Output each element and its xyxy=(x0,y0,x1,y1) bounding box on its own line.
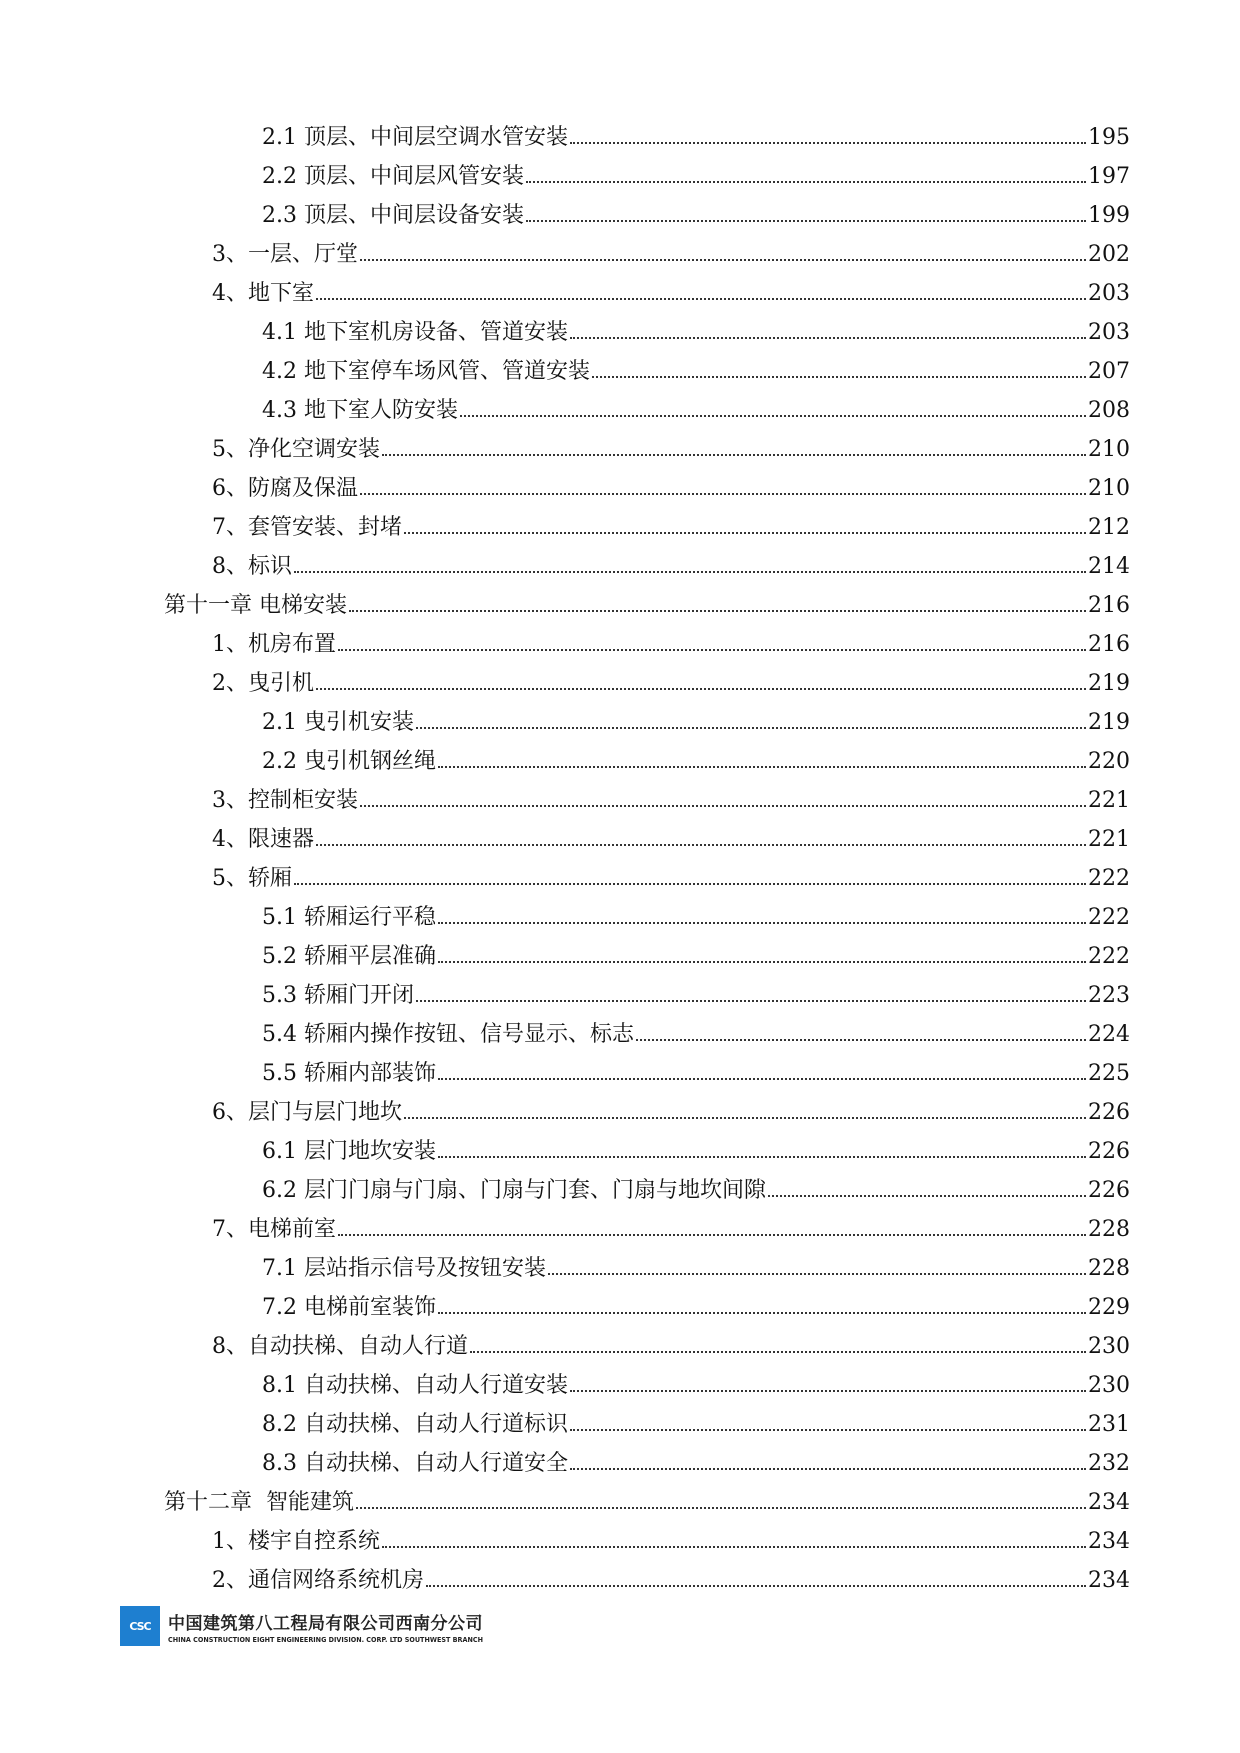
toc-entry[interactable] xyxy=(0,118,1240,157)
toc-entry-title: 2、曳引机 xyxy=(212,671,314,696)
dot-leader xyxy=(338,649,1086,651)
toc-entry[interactable] xyxy=(0,430,1240,469)
toc-entry-page: 216 xyxy=(1088,593,1130,618)
dot-leader xyxy=(382,1546,1086,1548)
toc-entry-title: 6、层门与层门地坎 xyxy=(212,1100,402,1125)
toc-entry-page: 228 xyxy=(1088,1256,1130,1281)
toc-entry[interactable] xyxy=(0,469,1240,508)
dot-leader xyxy=(316,844,1086,846)
dot-leader xyxy=(438,1078,1086,1080)
toc-entry-page: 214 xyxy=(1088,554,1130,579)
toc-entry-page: 210 xyxy=(1088,437,1130,462)
toc-entry-page: 234 xyxy=(1088,1529,1130,1554)
dot-leader xyxy=(636,1039,1086,1041)
toc-entry-title: 2.1 顶层、中间层空调水管安装 xyxy=(262,125,568,150)
toc-entry-page: 199 xyxy=(1088,203,1130,228)
toc-entry-page: 228 xyxy=(1088,1217,1130,1242)
dot-leader xyxy=(382,454,1086,456)
toc-entry-page: 223 xyxy=(1088,983,1130,1008)
toc-entry-title: 8.1 自动扶梯、自动人行道安装 xyxy=(262,1373,568,1398)
toc-entry[interactable] xyxy=(0,781,1240,820)
toc-entry[interactable] xyxy=(0,1132,1240,1171)
toc-entry-title: 2.1 曳引机安装 xyxy=(262,710,414,735)
toc-entry[interactable] xyxy=(0,703,1240,742)
toc-entry-page: 210 xyxy=(1088,476,1130,501)
toc-entry[interactable] xyxy=(0,820,1240,859)
toc-entry-title: 5、轿厢 xyxy=(212,866,292,891)
toc-entry-page: 234 xyxy=(1088,1490,1130,1515)
toc-entry-page: 203 xyxy=(1088,320,1130,345)
toc-entry[interactable] xyxy=(0,859,1240,898)
toc-entry-title: 2.3 顶层、中间层设备安装 xyxy=(262,203,524,228)
toc-entry[interactable] xyxy=(0,1405,1240,1444)
toc-entry[interactable] xyxy=(0,742,1240,781)
toc-entry-page: 230 xyxy=(1088,1334,1130,1359)
toc-entry-page: 224 xyxy=(1088,1022,1130,1047)
toc-entry[interactable] xyxy=(0,625,1240,664)
dot-leader xyxy=(349,610,1086,612)
dot-leader xyxy=(526,181,1086,183)
toc-entry-page: 222 xyxy=(1088,944,1130,969)
toc-entry-title: 3、一层、厅堂 xyxy=(212,242,358,267)
dot-leader xyxy=(416,727,1086,729)
dot-leader xyxy=(460,415,1086,417)
toc-entry-page: 219 xyxy=(1088,710,1130,735)
dot-leader xyxy=(570,1468,1086,1470)
toc-entry-title: 5.1 轿厢运行平稳 xyxy=(262,905,436,930)
toc-entry[interactable] xyxy=(0,976,1240,1015)
toc-entry-title: 6.1 层门地坎安装 xyxy=(262,1139,436,1164)
toc-entry-page: 202 xyxy=(1088,242,1130,267)
dot-leader xyxy=(338,1234,1086,1236)
toc-entry[interactable] xyxy=(0,352,1240,391)
toc-entry[interactable] xyxy=(0,1054,1240,1093)
toc-entry-page: 208 xyxy=(1088,398,1130,423)
toc-entry-page: 225 xyxy=(1088,1061,1130,1086)
dot-leader xyxy=(570,1390,1086,1392)
dot-leader xyxy=(570,1429,1086,1431)
dot-leader xyxy=(316,298,1086,300)
dot-leader xyxy=(768,1195,1086,1197)
toc-entry-title: 7.2 电梯前室装饰 xyxy=(262,1295,436,1320)
dot-leader xyxy=(360,805,1086,807)
footer xyxy=(120,1606,510,1646)
dot-leader xyxy=(526,220,1086,222)
toc-entry[interactable] xyxy=(0,1483,1240,1522)
toc-entry[interactable] xyxy=(0,664,1240,703)
toc-entry-page: 221 xyxy=(1088,788,1130,813)
toc-entry-page: 231 xyxy=(1088,1412,1130,1437)
dot-leader xyxy=(360,259,1086,261)
toc-entry-title: 第十一章 电梯安装 xyxy=(164,593,347,618)
toc-entry[interactable] xyxy=(0,1288,1240,1327)
toc-entry-title: 4、地下室 xyxy=(212,281,314,306)
dot-leader xyxy=(294,883,1086,885)
toc-entry-page: 203 xyxy=(1088,281,1130,306)
toc-entry[interactable] xyxy=(0,274,1240,313)
toc-entry-title: 第十二章 智能建筑 xyxy=(164,1490,354,1515)
toc-entry-title: 5.2 轿厢平层准确 xyxy=(262,944,436,969)
toc-entry-page: 226 xyxy=(1088,1178,1130,1203)
dot-leader xyxy=(356,1507,1086,1509)
dot-leader xyxy=(360,493,1086,495)
dot-leader xyxy=(570,337,1086,339)
toc-entry[interactable] xyxy=(0,157,1240,196)
toc-entry[interactable] xyxy=(0,1015,1240,1054)
toc-entry[interactable] xyxy=(0,508,1240,547)
toc-entry[interactable] xyxy=(0,547,1240,586)
toc-entry-title: 3、控制柜安装 xyxy=(212,788,358,813)
toc-entry[interactable] xyxy=(0,1561,1240,1600)
dot-leader xyxy=(570,142,1086,144)
toc-entry-page: 234 xyxy=(1088,1568,1130,1593)
toc-entry-title: 5、净化空调安装 xyxy=(212,437,380,462)
toc-entry[interactable] xyxy=(0,1327,1240,1366)
toc-entry-title: 8.3 自动扶梯、自动人行道安全 xyxy=(262,1451,568,1476)
table-of-contents xyxy=(0,118,1240,1600)
dot-leader xyxy=(404,1117,1086,1119)
toc-entry-title: 7、电梯前室 xyxy=(212,1217,336,1242)
toc-entry-title: 4.3 地下室人防安装 xyxy=(262,398,458,423)
toc-entry[interactable] xyxy=(0,1366,1240,1405)
toc-entry-title: 2.2 曳引机钢丝绳 xyxy=(262,749,436,774)
toc-entry-page: 226 xyxy=(1088,1100,1130,1125)
toc-entry-page: 220 xyxy=(1088,749,1130,774)
toc-entry[interactable] xyxy=(0,1522,1240,1561)
toc-entry-title: 2.2 顶层、中间层风管安装 xyxy=(262,164,524,189)
toc-entry-title: 5.3 轿厢门开闭 xyxy=(262,983,414,1008)
toc-entry[interactable] xyxy=(0,898,1240,937)
toc-entry-title: 1、机房布置 xyxy=(212,632,336,657)
toc-entry[interactable] xyxy=(0,1444,1240,1483)
dot-leader xyxy=(470,1351,1086,1353)
company-name-cn: 中国建筑第八工程局有限公司西南分公司 xyxy=(168,1613,483,1634)
toc-entry-title: 4.2 地下室停车场风管、管道安装 xyxy=(262,359,590,384)
toc-entry-title: 6、防腐及保温 xyxy=(212,476,358,501)
toc-entry[interactable] xyxy=(0,586,1240,625)
dot-leader xyxy=(426,1585,1086,1587)
toc-entry-page: 221 xyxy=(1088,827,1130,852)
toc-entry[interactable] xyxy=(0,937,1240,976)
toc-entry-title: 6.2 层门门扇与门扇、门扇与门套、门扇与地坎间隙 xyxy=(262,1178,766,1203)
toc-entry-title: 8.2 自动扶梯、自动人行道标识 xyxy=(262,1412,568,1437)
toc-entry-page: 222 xyxy=(1088,905,1130,930)
dot-leader xyxy=(592,376,1086,378)
toc-entry-page: 226 xyxy=(1088,1139,1130,1164)
dot-leader xyxy=(438,961,1086,963)
toc-entry-title: 4、限速器 xyxy=(212,827,314,852)
toc-entry[interactable] xyxy=(0,196,1240,235)
toc-entry-title: 5.4 轿厢内操作按钮、信号显示、标志 xyxy=(262,1022,634,1047)
toc-entry[interactable] xyxy=(0,391,1240,430)
toc-entry[interactable] xyxy=(0,1249,1240,1288)
toc-entry-title: 8、标识 xyxy=(212,554,292,579)
dot-leader xyxy=(404,532,1086,534)
toc-entry-title: 5.5 轿厢内部装饰 xyxy=(262,1061,436,1086)
dot-leader xyxy=(316,688,1086,690)
toc-entry[interactable] xyxy=(0,1210,1240,1249)
toc-entry-title: 7、套管安装、封堵 xyxy=(212,515,402,540)
dot-leader xyxy=(294,571,1086,573)
company-name-en: CHINA CONSTRUCTION EIGHT ENGINEERING DIVISION. CORP. LTD SOUTHWEST BRANCH xyxy=(168,1635,483,1644)
toc-entry-title: 1、楼宇自控系统 xyxy=(212,1529,380,1554)
toc-entry-page: 219 xyxy=(1088,671,1130,696)
dot-leader xyxy=(438,1312,1086,1314)
toc-entry-page: 216 xyxy=(1088,632,1130,657)
toc-entry-page: 197 xyxy=(1088,164,1130,189)
toc-entry-page: 195 xyxy=(1088,125,1130,150)
toc-entry-page: 222 xyxy=(1088,866,1130,891)
toc-entry-page: 207 xyxy=(1088,359,1130,384)
toc-entry[interactable] xyxy=(0,1093,1240,1132)
toc-entry-title: 8、自动扶梯、自动人行道 xyxy=(212,1334,468,1359)
dot-leader xyxy=(416,1000,1086,1002)
dot-leader xyxy=(438,922,1086,924)
toc-entry-title: 7.1 层站指示信号及按钮安装 xyxy=(262,1256,546,1281)
toc-entry[interactable] xyxy=(0,1171,1240,1210)
toc-entry-page: 212 xyxy=(1088,515,1130,540)
toc-entry[interactable] xyxy=(0,235,1240,274)
toc-entry-page: 230 xyxy=(1088,1373,1130,1398)
toc-entry[interactable] xyxy=(0,313,1240,352)
company-logo: CSC xyxy=(120,1606,160,1646)
dot-leader xyxy=(548,1273,1086,1275)
toc-entry-page: 232 xyxy=(1088,1451,1130,1476)
dot-leader xyxy=(438,1156,1086,1158)
toc-entry-title: 4.1 地下室机房设备、管道安装 xyxy=(262,320,568,345)
toc-entry-title: 2、通信网络系统机房 xyxy=(212,1568,424,1593)
toc-entry-page: 229 xyxy=(1088,1295,1130,1320)
dot-leader xyxy=(438,766,1086,768)
